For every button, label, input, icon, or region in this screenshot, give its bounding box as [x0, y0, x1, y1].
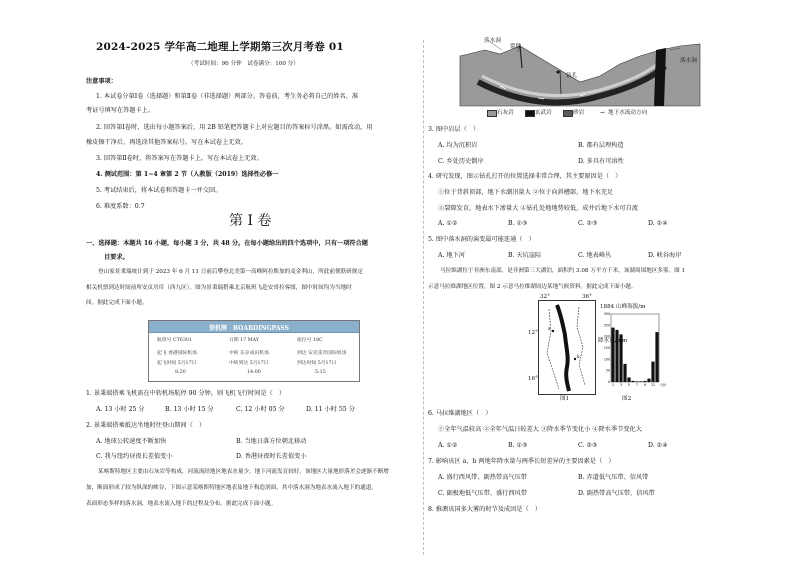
chart-bar-7	[635, 381, 638, 382]
bp-arrive-time: 到达时间 5月17日	[297, 361, 337, 366]
column-divider	[423, 40, 424, 555]
chart-ytick-label: 100	[603, 357, 610, 362]
passage-line: 表面形态多样的落水洞，地表水流入地下的过程及分布。据此完成下面小题。	[86, 501, 277, 507]
q1-option-c[interactable]: C. 12 小时 05 分	[236, 406, 285, 413]
q6-option-a[interactable]: A. ①②	[438, 442, 458, 449]
chart-bar-10	[647, 379, 650, 382]
q2-option-c[interactable]: C. 我与纽约昼夜长差值变小	[96, 453, 173, 460]
legend-basalt-swatch	[525, 110, 535, 117]
map-caption: 图1	[560, 396, 570, 402]
notice-item: 橡皮擦干净后，再选涂其他答案标号。写在本试卷上无效。	[86, 139, 247, 146]
climate-chart	[597, 300, 665, 393]
map-drawing	[539, 301, 595, 394]
q5-stem: 5. 图中落水洞的演变最可能连通（ ）	[428, 236, 535, 243]
bp-transfer: 中转 东京成田机场	[229, 351, 269, 356]
label-drill: 钻孔	[566, 73, 578, 79]
map-point-b: b	[577, 354, 580, 359]
chart-bar-9	[643, 381, 646, 382]
chart-bar-4	[623, 364, 626, 382]
chart-ytick-label: 300	[603, 312, 610, 316]
bp-time-3: 5:15	[315, 370, 326, 375]
q7-option-c[interactable]: C. 副极地低气压带、盛行西风带	[438, 490, 527, 497]
exam-info: （考试时间：90 分钟 试卷满分：100 分）	[188, 61, 299, 67]
q6-option-c[interactable]: C. ②③	[578, 442, 598, 449]
q1-option-d[interactable]: D. 11 小时 55 分	[306, 406, 355, 413]
legend-flow: 地下水流动方向	[608, 110, 648, 116]
chart-xtick-label: 7	[635, 383, 639, 387]
chart-ytick-label: 200	[603, 334, 610, 339]
q7-option-b[interactable]: B. 赤道低气压带、信风带	[578, 474, 649, 481]
q1-stem: 1. 景秉瑞搭乘飞机需在中转机场航停 90 分钟，则飞机飞行时间是（ ）	[86, 390, 286, 397]
q6-option-b[interactable]: B. ①③	[508, 442, 528, 449]
chart-caption: 图2	[622, 396, 632, 402]
q6-statements: ①全年气温较高 ②全年气温日较差大 ③降水季节变化小 ④降水季节变化大	[438, 426, 642, 433]
q4-option-c[interactable]: C. ②③	[578, 220, 598, 227]
chart-xlabel: 月份	[660, 383, 667, 387]
q5-option-d[interactable]: D. 峡谷海岸	[648, 252, 682, 259]
q4-stem: 4. 研究发现，图示钻孔打开的位置选择非常合理，其主要原因是（ ）	[428, 173, 622, 180]
chart-ylabel: 降水量/mm	[598, 338, 628, 344]
label-sinkhole-1: 落水洞	[484, 38, 501, 44]
chart-xtick-label: 11	[650, 383, 656, 387]
q2-option-d[interactable]: D. 香港昼夜时长差值变小	[236, 453, 307, 460]
chart-ytick-label: 250	[603, 323, 610, 328]
chart-ytick-label: 50	[605, 368, 610, 373]
q6-option-d[interactable]: D. ②④	[648, 442, 668, 449]
q3-option-b[interactable]: B. 都有层理构造	[578, 142, 624, 149]
q3-option-d[interactable]: D. 多具有可溶性	[578, 158, 624, 165]
chart-bar-12	[655, 332, 658, 382]
map-lon-2: 36°	[582, 294, 592, 300]
bp-flight: 航班号 CT6301	[157, 338, 192, 343]
q3-option-c[interactable]: C. 乡处历史倒序	[438, 158, 484, 165]
bp-depart: 起飞 香港国际机场	[157, 351, 197, 356]
instruction: 一、选择题：本题共 16 小题，每小题 3 分，共 48 分。在每小题给出的四个选项中，只有一项符合题	[86, 240, 368, 247]
q4-option-d[interactable]: D. ②④	[648, 220, 668, 227]
q5-option-a[interactable]: A. 地下河	[438, 252, 465, 259]
chart-title: 1884 山峰海拔/m	[600, 304, 646, 310]
boarding-pass-header	[149, 321, 359, 333]
karst-cross-section-diagram	[460, 36, 700, 120]
legend-basalt: 玄武岩	[535, 110, 552, 116]
q4-statement-2: ③裂隙发育，地表水下渗量大 ④钻孔处地地势较低，成井后地下水可自流	[438, 205, 638, 212]
q5-option-b[interactable]: B. 天坑崖际	[508, 252, 542, 259]
chart-bar-1	[611, 328, 614, 382]
passage-line: 加，断面形成了较为纵深的峡谷，下图示意某喀斯特地区地表及地下构造剖面，其中落水洞为地表水流入地下的通道，	[86, 485, 377, 491]
q1-option-a[interactable]: A. 13 小时 25 分	[96, 406, 145, 413]
chart-bar-6	[631, 381, 634, 382]
notice-item: 3. 回答第Ⅱ卷时，将答案写在答题卡上。写在本试卷上无效。	[96, 155, 263, 162]
label-crack: 裂隙	[510, 44, 522, 50]
bp-time-1: 8:20	[175, 370, 186, 375]
notice-item: 6. 难度系数：0.7	[96, 203, 145, 210]
chart-xtick-label: 1	[611, 383, 615, 387]
bp-date: 日期 17 MAY	[229, 338, 260, 343]
instruction: 目要求。	[104, 254, 129, 261]
chart-xtick-label: 3	[619, 383, 623, 387]
notice-item: 考证号填写在答题卡上。	[86, 107, 155, 114]
map-lat-1: 12°	[528, 330, 538, 336]
chart-bar-8	[639, 381, 642, 382]
q2-option-b[interactable]: B. 当地日落方位朝北移动	[236, 438, 307, 445]
map-lon-1: 32°	[540, 294, 550, 300]
q3-option-a[interactable]: A. 均为沉积岩	[438, 142, 478, 149]
q3-stem: 3. 图中岩层（ ）	[428, 126, 480, 133]
q6-stem: 6. 马拉维湖地区（ ）	[428, 410, 492, 417]
notice-item: 5. 考试结束后，将本试卷和答题卡一并交回。	[96, 187, 222, 194]
q7-option-d[interactable]: D. 副热带高气压带、信风带	[578, 490, 655, 497]
q4-statement-1: ①位于背斜顶部，地下水潮汛量大 ②位于向斜槽部，地下水充足	[438, 189, 614, 196]
legend-sandstone-swatch	[563, 110, 573, 117]
boarding-pass-title: 登机牌 BOARDINGPASS	[209, 325, 289, 332]
q2-stem: 2. 景秉瑞搭乘抵达坐地时往登山期间（ ）	[86, 422, 206, 429]
q4-option-a[interactable]: A. ①②	[438, 220, 458, 227]
passage-line: 示意马拉维湖地区位置，图 2 示意马拉维湖周边某地气候资料。据此完成下面小题。	[428, 284, 637, 290]
chart-xtick-label: 9	[643, 383, 647, 387]
legend-limestone-swatch	[487, 110, 497, 117]
bp-transfer-time: 中转到达 5月17日	[229, 361, 269, 366]
exam-title: 2024-2025 学年高二地理上学期第三次月考卷 01	[96, 41, 344, 53]
passage-line: 马拉维湖位于非洲东南部，是非洲第三大湖泊，面积约 3.08 万平方千米，该湖周围地区多雾。图 1	[440, 268, 686, 274]
q4-option-b[interactable]: B. ①③	[508, 220, 528, 227]
bp-depart-time: 起飞时间 5月17日	[157, 361, 197, 366]
section-heading: 第 Ⅰ 卷	[229, 213, 272, 229]
legend-sandstone: 砂岩	[573, 110, 585, 116]
passage-line: 间。据此完成下面小题。	[86, 300, 148, 306]
chart-ytick-label: 150	[603, 346, 610, 350]
chart-bar-5	[627, 377, 630, 382]
passage-line: 相关机票到达时间前所安页房库（西九区）。图为景秉瑞搭乘北京航班飞赴安哥拉客图，图中时间均为当地时	[86, 285, 352, 291]
chart-bar-11	[651, 362, 654, 382]
notice-item: 1. 本试卷分第Ⅰ卷（选择题）和第Ⅱ卷（非选择题）两部分。答卷前，考生务必将自己的姓名、准	[96, 93, 359, 100]
legend-limestone: 石灰岩	[497, 110, 514, 116]
bp-seat: 座位号 18C	[297, 338, 323, 343]
notice-item: 2. 回答第Ⅰ卷时，选出每小题答案后，用 2B 铅笔把答题卡上对应题目的答案标号涂黑。如需改动，用	[96, 124, 373, 131]
boarding-pass	[148, 320, 360, 382]
malawi-lake-map	[538, 300, 596, 395]
chart-ytick-label: 0	[607, 380, 610, 384]
q5-option-c[interactable]: C. 地表峰丛	[578, 252, 612, 259]
q2-option-a[interactable]: A. 地球公转速度不断加快	[96, 438, 167, 445]
map-point-a: a	[548, 326, 551, 331]
notice-heading: 注意事项：	[86, 78, 117, 85]
label-sinkhole-2: 落水洞	[680, 58, 697, 64]
q8-stem: 8. 推测该国多大雾的时节及成因是（ ）	[428, 506, 542, 513]
passage-line: 某喀斯特地区主要由石灰岩等构成，河流流经地区地表水量少，地下河流发育较好。该地区大量地形落差会逐渐不断增	[98, 469, 389, 475]
q7-stem: 7. 影响该区 a、b 两地年降水量与两季长短差异的主要因素是（ ）	[428, 458, 615, 465]
passage-line: 登山家景秉瑞统计到于 2023 年 6 月 11 日前后攀登北美第一高峰阿拉斯加的麦金利山，所此前便联研规定	[98, 269, 363, 275]
climate-chart-svg	[597, 300, 665, 393]
legend-flow-arrow: →	[600, 110, 605, 116]
notice-item: 4. 测试范围：第 1~4 章第 2 节（人教版（2019）选择性必修一	[96, 171, 279, 178]
bp-time-2: 14:00	[247, 370, 261, 375]
bp-arrive: 到达 安克雷奇国际机场	[297, 351, 347, 356]
q1-option-b[interactable]: B. 13 小时 15 分	[165, 406, 214, 413]
q7-option-a[interactable]: A. 盛行西风带、副热带高气压带	[438, 474, 527, 481]
map-lat-2: 16°	[528, 376, 538, 382]
chart-xtick-label: 5	[627, 383, 631, 387]
